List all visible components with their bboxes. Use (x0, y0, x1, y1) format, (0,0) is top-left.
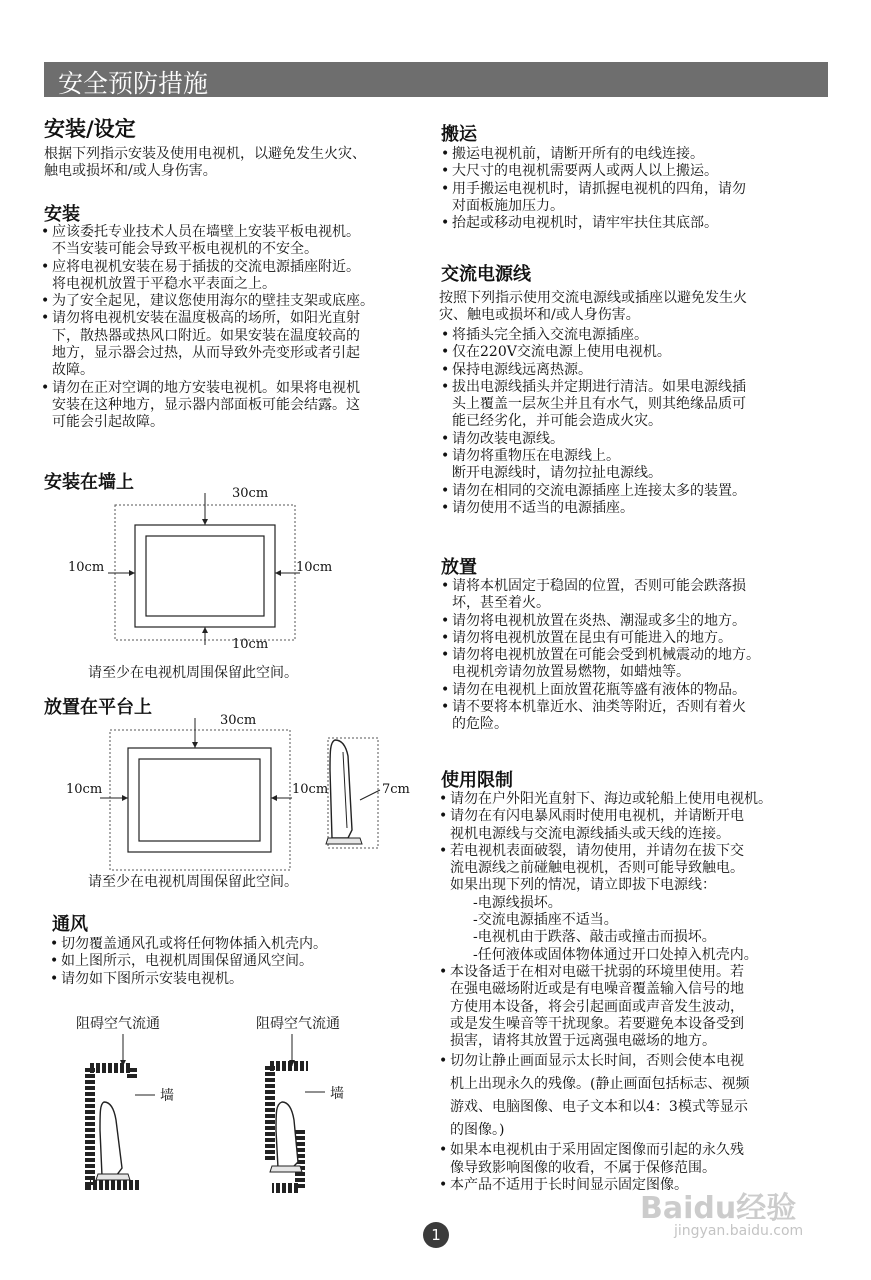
label-top: 30cm (232, 486, 269, 501)
intro-line: 触电或损坏和/或人身伤害。 (44, 163, 217, 179)
platform-heading: 放置在平台上 (44, 697, 152, 718)
label-right: 10cm (292, 782, 329, 797)
install-title: 安装/设定 (44, 117, 136, 141)
list-item: • 请勿将电视机放置在可能会受到机械震动的地方。 电视机旁请勿放置易燃物，如蜡烛等。 (441, 647, 760, 682)
ac-heading: 交流电源线 (441, 264, 531, 285)
move-heading: 搬运 (441, 124, 477, 145)
list-item: • 请不要将本机靠近水、油类等附近，否则有着火 的危险。 (441, 699, 760, 734)
label-left: 10cm (66, 782, 103, 797)
wall-diagram (60, 485, 350, 660)
list-item: • 请勿在有闪电暴风雨时使用电视机，并请断开电 视机电源线与交流电源线插头或天线的连接。 (439, 808, 772, 843)
list-item: • 如果本电视机由于采用固定图像而引起的永久残 像导致影响图像的收看，不属于保修范围。 (439, 1142, 772, 1177)
platform-caption: 请至少在电视机周围保留此空间。 (88, 874, 298, 890)
wall-label-2: 墙 (330, 1086, 344, 1102)
list-item: • 用手搬运电视机时，请抓握电视机的四角，请勿 对面板施加压力。 (441, 181, 746, 216)
list-item: • 如上图所示，电视机周围保留通风空间。 (50, 953, 327, 970)
list-item: • 请将本机固定于稳固的位置，否则可能会跌落损 坏，甚至着火。 (441, 578, 760, 613)
list-item: • 仅在220V交流电源上使用电视机。 (441, 344, 746, 361)
sub-item: -电源线损坏。 (473, 894, 562, 911)
list-item: • 切勿覆盖通风孔或将任何物体插入机壳内。 (50, 936, 327, 953)
limit-list (439, 791, 772, 1194)
label-top: 30cm (220, 713, 257, 728)
platform-diagram (60, 710, 420, 870)
wall-caption: 请至少在电视机周围保留此空间。 (88, 665, 298, 681)
wall-heading: 安装在墙上 (44, 472, 134, 493)
list-item: • 请勿如下图所示安装电视机。 (50, 971, 327, 988)
list-item: • 应将电视机安装在易于插拔的交流电源插座附近。 将电视机放置于平稳水平表面之上。 (41, 259, 374, 294)
list-item: • 请勿改装电源线。 (441, 431, 746, 448)
list-item: • 应该委托专业技术人员在墙壁上安装平板电视机。 不当安装可能会导致平板电视机的不安全。 (41, 224, 374, 259)
install-list (41, 224, 374, 432)
list-item: • 请勿在相同的交流电源插座上连接太多的装置。 (441, 483, 746, 500)
section-header (44, 62, 828, 97)
watermark-url: jingyan.baidu.com (674, 1223, 804, 1239)
place-list (441, 578, 760, 734)
move-list (441, 146, 746, 232)
list-item: • 请勿将重物压在电源线上。 断开电源线时，请勿拉扯电源线。 (441, 448, 746, 483)
section-title: 安全预防措施 (58, 69, 209, 98)
vent-label-2: 阻碍空气流通 (256, 1016, 340, 1032)
vent-heading: 通风 (52, 914, 88, 935)
list-item: • 若电视机表面破裂，请勿使用，并请勿在拔下交 流电源线之前碰触电视机，否则可能导致触电。 如果出现下列的情况，请立即拔下电源线： (439, 843, 772, 895)
label-left: 10cm (68, 560, 105, 575)
list-item: • 抬起或移动电视机时，请牢牢扶住其底部。 (441, 215, 746, 232)
list-item: • 请勿在正对空调的地方安装电视机。如果将电视机 安装在这种地方，显示器内部面板可能会结露。这 可能会引起故障。 (41, 380, 374, 432)
vent-figures (60, 1010, 380, 1190)
list-item: • 请勿将电视机安装在温度极高的场所，如阳光直射 下，散热器或热风口附近。如果安装在温度较高的 地方，显示器会过热，从而导致外壳变形或者引起 故障。 (41, 310, 374, 379)
list-item: • 请勿在电视机上面放置花瓶等盛有液体的物品。 (441, 682, 760, 699)
list-item: • 为了安全起见，建议您使用海尔的壁挂支架或底座。 (41, 293, 374, 310)
label-right: 10cm (296, 560, 333, 575)
ac-intro (439, 290, 747, 324)
install-intro (44, 146, 366, 180)
intro-line: 按照下列指示使用交流电源线或插座以避免发生火 (439, 290, 747, 306)
list-item: • 保持电源线远离热源。 (441, 362, 746, 379)
list-item: • 请勿将电视机放置在炎热、潮湿或多尘的地方。 (441, 613, 760, 630)
watermark (640, 1183, 803, 1239)
list-item: • 本设备适于在相对电磁干扰弱的环境里使用。若 在强电磁场附近或是有电噪音覆盖输入信号的地 方使用本设备，将会引起画面或声音发生波动， 或是发生噪音等干扰现象。若要避免本设备受到 损害，请将其放置于远离强电磁场的地方。 (439, 964, 772, 1050)
list-item: • 拔出电源线插头并定期进行清洁。如果电源线插 头上覆盖一层灰尘并且有水气，则其绝缘品质可 能已经劣化，并可能会造成火灾。 (441, 379, 746, 431)
sub-item: -交流电源插座不适当。 (473, 912, 618, 929)
wall-label-1: 墙 (160, 1088, 174, 1104)
page-number: 1 (423, 1222, 449, 1248)
list-item: • 请勿将电视机放置在昆虫有可能进入的地方。 (441, 630, 760, 647)
list-item: • 切勿让静止画面显示太长时间，否则会使本电视 机上出现永久的残像。(静止画面包括标志、视频 游戏、电脑图像、电子文本和以4：3模式等显示 的图像。) (439, 1050, 772, 1142)
label-side: 7cm (382, 782, 410, 797)
place-heading: 放置 (441, 557, 477, 578)
list-item: • 搬运电视机前，请断开所有的电线连接。 (441, 146, 746, 163)
list-item: • 请勿在户外阳光直射下、海边或轮船上使用电视机。 (439, 791, 772, 808)
list-item: • 大尺寸的电视机需要两人或两人以上搬运。 (441, 163, 746, 180)
install-heading: 安装 (44, 204, 80, 225)
intro-line: 灾、触电或损坏和/或人身伤害。 (439, 307, 640, 323)
vent-label-1: 阻碍空气流通 (76, 1016, 160, 1032)
limit-heading: 使用限制 (441, 770, 513, 791)
list-item: • 请勿使用不适当的电源插座。 (441, 500, 746, 517)
label-bottom: 10cm (232, 637, 269, 652)
vent-list (50, 936, 327, 988)
list-item: • 将插头完全插入交流电源插座。 (441, 327, 746, 344)
ac-list (441, 327, 746, 517)
sub-item: -电视机由于跌落、敲击或撞击而损坏。 (473, 929, 716, 946)
intro-line: 根据下列指示安装及使用电视机，以避免发生火灾、 (44, 146, 366, 162)
list-item: • 本产品不适用于长时间显示固定图像。 (439, 1177, 772, 1194)
watermark-logo: Baidu经验 (640, 1191, 797, 1226)
sub-item: -任何液体或固体物体通过开口处掉入机壳内。 (473, 946, 758, 963)
